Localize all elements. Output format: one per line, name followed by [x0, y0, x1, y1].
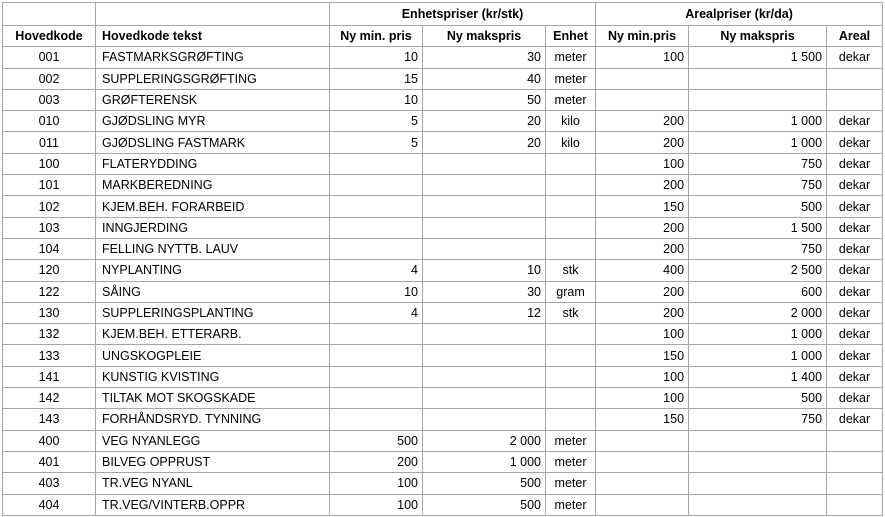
hovedkode-tekst-cell: FORHÅNDSRYD. TYNNING: [96, 409, 330, 430]
area-unit-cell: dekar: [827, 175, 883, 196]
unit-max-price-cell: [423, 345, 546, 366]
area-unit-cell: dekar: [827, 111, 883, 132]
area-max-price-cell: [689, 473, 827, 494]
hovedkode-tekst-cell: KJEM.BEH. FORARBEID: [96, 196, 330, 217]
hovedkode-cell: 011: [3, 132, 96, 153]
unit-min-price-cell: 15: [330, 68, 423, 89]
area-max-price-cell: 750: [689, 238, 827, 259]
area-unit-cell: dekar: [827, 281, 883, 302]
table-body: [3, 47, 883, 516]
unit-max-price-cell: 2 000: [423, 430, 546, 451]
hovedkode-cell: 102: [3, 196, 96, 217]
hovedkode-tekst-cell: GRØFTERENSK: [96, 89, 330, 110]
unit-max-price-cell: 10: [423, 260, 546, 281]
hovedkode-cell: 103: [3, 217, 96, 238]
table-row: [3, 345, 883, 366]
hovedkode-tekst-cell: SÅING: [96, 281, 330, 302]
col-header-area-min-price: Ny min.pris: [596, 26, 689, 47]
area-min-price-cell: 100: [596, 366, 689, 387]
hovedkode-cell: 400: [3, 430, 96, 451]
table-row: [3, 111, 883, 132]
hovedkode-tekst-cell: MARKBEREDNING: [96, 175, 330, 196]
area-min-price-cell: 100: [596, 324, 689, 345]
unit-max-price-cell: 500: [423, 494, 546, 515]
hovedkode-cell: 133: [3, 345, 96, 366]
area-min-price-cell: 150: [596, 196, 689, 217]
hovedkode-cell: 132: [3, 324, 96, 345]
table-row: [3, 302, 883, 323]
unit-cell: [546, 217, 596, 238]
hovedkode-tekst-cell: BILVEG OPPRUST: [96, 451, 330, 472]
area-max-price-cell: 600: [689, 281, 827, 302]
table-row: [3, 260, 883, 281]
table-row: [3, 47, 883, 68]
hovedkode-tekst-cell: KUNSTIG KVISTING: [96, 366, 330, 387]
unit-max-price-cell: [423, 409, 546, 430]
unit-max-price-cell: 50: [423, 89, 546, 110]
unit-cell: meter: [546, 47, 596, 68]
col-header-area-max-price: Ny makspris: [689, 26, 827, 47]
unit-max-price-cell: [423, 175, 546, 196]
area-unit-cell: dekar: [827, 132, 883, 153]
table-row: [3, 366, 883, 387]
area-unit-cell: [827, 451, 883, 472]
table-row: [3, 238, 883, 259]
hovedkode-cell: 104: [3, 238, 96, 259]
area-unit-cell: dekar: [827, 345, 883, 366]
unit-cell: meter: [546, 430, 596, 451]
area-unit-cell: dekar: [827, 260, 883, 281]
unit-min-price-cell: [330, 238, 423, 259]
blank-header-cell: [3, 3, 96, 26]
area-max-price-cell: 1 000: [689, 324, 827, 345]
group-header-row: [3, 3, 883, 26]
area-max-price-cell: 1 000: [689, 111, 827, 132]
area-max-price-cell: 750: [689, 175, 827, 196]
unit-cell: stk: [546, 302, 596, 323]
hovedkode-tekst-cell: SUPPLERINGSPLANTING: [96, 302, 330, 323]
unit-max-price-cell: 1 000: [423, 451, 546, 472]
hovedkode-tekst-cell: INNGJERDING: [96, 217, 330, 238]
hovedkode-tekst-cell: GJØDSLING FASTMARK: [96, 132, 330, 153]
area-min-price-cell: [596, 494, 689, 515]
table-row: [3, 409, 883, 430]
unit-cell: meter: [546, 68, 596, 89]
unit-cell: kilo: [546, 111, 596, 132]
col-header-hovedkode-tekst: Hovedkode tekst: [96, 26, 330, 47]
unit-min-price-cell: 100: [330, 473, 423, 494]
unit-cell: [546, 388, 596, 409]
table-row: [3, 175, 883, 196]
unit-cell: [546, 345, 596, 366]
area-min-price-cell: [596, 473, 689, 494]
unit-cell: [546, 196, 596, 217]
hovedkode-cell: 141: [3, 366, 96, 387]
area-unit-cell: dekar: [827, 196, 883, 217]
area-min-price-cell: 150: [596, 409, 689, 430]
hovedkode-tekst-cell: FLATERYDDING: [96, 153, 330, 174]
unit-min-price-cell: 200: [330, 451, 423, 472]
area-unit-cell: dekar: [827, 153, 883, 174]
unit-min-price-cell: [330, 217, 423, 238]
table-row: [3, 68, 883, 89]
area-min-price-cell: 200: [596, 302, 689, 323]
hovedkode-cell: 003: [3, 89, 96, 110]
area-unit-cell: [827, 68, 883, 89]
area-max-price-cell: 500: [689, 388, 827, 409]
area-max-price-cell: 750: [689, 153, 827, 174]
column-header-row: [3, 26, 883, 47]
hovedkode-cell: 002: [3, 68, 96, 89]
table-row: [3, 281, 883, 302]
area-unit-cell: [827, 473, 883, 494]
table-row: [3, 473, 883, 494]
area-unit-cell: dekar: [827, 47, 883, 68]
area-max-price-cell: 1 000: [689, 345, 827, 366]
unit-max-price-cell: [423, 217, 546, 238]
area-max-price-cell: 2 500: [689, 260, 827, 281]
hovedkode-tekst-cell: FASTMARKSGRØFTING: [96, 47, 330, 68]
col-header-hovedkode: Hovedkode: [3, 26, 96, 47]
unit-cell: meter: [546, 494, 596, 515]
area-min-price-cell: 200: [596, 217, 689, 238]
area-max-price-cell: 500: [689, 196, 827, 217]
hovedkode-tekst-cell: TILTAK MOT SKOGSKADE: [96, 388, 330, 409]
unit-prices-group-header: Enhetspriser (kr/stk): [330, 3, 596, 26]
unit-min-price-cell: 100: [330, 494, 423, 515]
hovedkode-tekst-cell: TR.VEG NYANL: [96, 473, 330, 494]
unit-cell: [546, 153, 596, 174]
area-min-price-cell: 100: [596, 47, 689, 68]
area-min-price-cell: 100: [596, 153, 689, 174]
unit-cell: meter: [546, 473, 596, 494]
unit-max-price-cell: [423, 324, 546, 345]
area-unit-cell: dekar: [827, 324, 883, 345]
hovedkode-cell: 120: [3, 260, 96, 281]
unit-cell: [546, 324, 596, 345]
unit-min-price-cell: 10: [330, 89, 423, 110]
hovedkode-cell: 010: [3, 111, 96, 132]
unit-min-price-cell: 5: [330, 132, 423, 153]
unit-max-price-cell: 30: [423, 47, 546, 68]
area-min-price-cell: 150: [596, 345, 689, 366]
unit-min-price-cell: [330, 196, 423, 217]
unit-min-price-cell: [330, 366, 423, 387]
hovedkode-cell: 143: [3, 409, 96, 430]
unit-max-price-cell: 30: [423, 281, 546, 302]
hovedkode-cell: 122: [3, 281, 96, 302]
blank-header-cell: [96, 3, 330, 26]
hovedkode-cell: 401: [3, 451, 96, 472]
unit-max-price-cell: 40: [423, 68, 546, 89]
area-min-price-cell: 400: [596, 260, 689, 281]
unit-min-price-cell: 500: [330, 430, 423, 451]
table-row: [3, 430, 883, 451]
hovedkode-cell: 130: [3, 302, 96, 323]
area-unit-cell: [827, 430, 883, 451]
area-min-price-cell: [596, 430, 689, 451]
area-prices-group-header: Arealpriser (kr/da): [596, 3, 883, 26]
unit-min-price-cell: 10: [330, 47, 423, 68]
hovedkode-cell: 403: [3, 473, 96, 494]
unit-max-price-cell: [423, 238, 546, 259]
hovedkode-cell: 001: [3, 47, 96, 68]
unit-cell: [546, 175, 596, 196]
area-max-price-cell: 1 400: [689, 366, 827, 387]
area-max-price-cell: 2 000: [689, 302, 827, 323]
unit-max-price-cell: [423, 388, 546, 409]
hovedkode-tekst-cell: GJØDSLING MYR: [96, 111, 330, 132]
table-row: [3, 89, 883, 110]
table-row: [3, 388, 883, 409]
area-min-price-cell: 100: [596, 388, 689, 409]
area-unit-cell: dekar: [827, 302, 883, 323]
hovedkode-cell: 101: [3, 175, 96, 196]
unit-max-price-cell: [423, 196, 546, 217]
unit-max-price-cell: 500: [423, 473, 546, 494]
area-min-price-cell: 200: [596, 238, 689, 259]
area-unit-cell: dekar: [827, 409, 883, 430]
hovedkode-cell: 404: [3, 494, 96, 515]
hovedkode-cell: 142: [3, 388, 96, 409]
col-header-unit: Enhet: [546, 26, 596, 47]
area-max-price-cell: 1 000: [689, 132, 827, 153]
table-row: [3, 132, 883, 153]
area-max-price-cell: [689, 89, 827, 110]
unit-min-price-cell: [330, 153, 423, 174]
area-unit-cell: dekar: [827, 217, 883, 238]
hovedkode-tekst-cell: SUPPLERINGSGRØFTING: [96, 68, 330, 89]
hovedkode-tekst-cell: KJEM.BEH. ETTERARB.: [96, 324, 330, 345]
area-max-price-cell: [689, 430, 827, 451]
area-max-price-cell: 750: [689, 409, 827, 430]
col-header-unit-max-price: Ny makspris: [423, 26, 546, 47]
unit-cell: stk: [546, 260, 596, 281]
area-min-price-cell: [596, 68, 689, 89]
area-unit-cell: dekar: [827, 366, 883, 387]
unit-min-price-cell: [330, 388, 423, 409]
area-min-price-cell: 200: [596, 111, 689, 132]
hovedkode-tekst-cell: UNGSKOGPLEIE: [96, 345, 330, 366]
unit-max-price-cell: 20: [423, 111, 546, 132]
unit-cell: [546, 366, 596, 387]
unit-min-price-cell: [330, 324, 423, 345]
area-max-price-cell: [689, 68, 827, 89]
area-min-price-cell: [596, 451, 689, 472]
hovedkode-tekst-cell: FELLING NYTTB. LAUV: [96, 238, 330, 259]
col-header-area-unit: Areal: [827, 26, 883, 47]
table-row: [3, 217, 883, 238]
table-row: [3, 324, 883, 345]
unit-max-price-cell: 12: [423, 302, 546, 323]
unit-cell: [546, 409, 596, 430]
unit-cell: kilo: [546, 132, 596, 153]
area-max-price-cell: [689, 451, 827, 472]
unit-cell: gram: [546, 281, 596, 302]
area-min-price-cell: 200: [596, 175, 689, 196]
area-min-price-cell: [596, 89, 689, 110]
area-min-price-cell: 200: [596, 281, 689, 302]
hovedkode-tekst-cell: VEG NYANLEGG: [96, 430, 330, 451]
area-max-price-cell: 1 500: [689, 217, 827, 238]
hovedkode-tekst-cell: TR.VEG/VINTERB.OPPR: [96, 494, 330, 515]
table-row: [3, 153, 883, 174]
unit-cell: meter: [546, 451, 596, 472]
area-unit-cell: dekar: [827, 388, 883, 409]
price-table: [2, 2, 883, 516]
area-unit-cell: [827, 494, 883, 515]
unit-min-price-cell: [330, 345, 423, 366]
area-min-price-cell: 200: [596, 132, 689, 153]
hovedkode-tekst-cell: NYPLANTING: [96, 260, 330, 281]
hovedkode-cell: 100: [3, 153, 96, 174]
area-max-price-cell: 1 500: [689, 47, 827, 68]
area-unit-cell: [827, 89, 883, 110]
unit-max-price-cell: 20: [423, 132, 546, 153]
unit-min-price-cell: 4: [330, 260, 423, 281]
unit-cell: [546, 238, 596, 259]
unit-cell: meter: [546, 89, 596, 110]
unit-max-price-cell: [423, 153, 546, 174]
unit-min-price-cell: 10: [330, 281, 423, 302]
unit-min-price-cell: 4: [330, 302, 423, 323]
table-row: [3, 196, 883, 217]
table-row: [3, 494, 883, 515]
unit-max-price-cell: [423, 366, 546, 387]
unit-min-price-cell: 5: [330, 111, 423, 132]
unit-min-price-cell: [330, 409, 423, 430]
unit-min-price-cell: [330, 175, 423, 196]
area-max-price-cell: [689, 494, 827, 515]
col-header-unit-min-price: Ny min. pris: [330, 26, 423, 47]
area-unit-cell: dekar: [827, 238, 883, 259]
table-row: [3, 451, 883, 472]
